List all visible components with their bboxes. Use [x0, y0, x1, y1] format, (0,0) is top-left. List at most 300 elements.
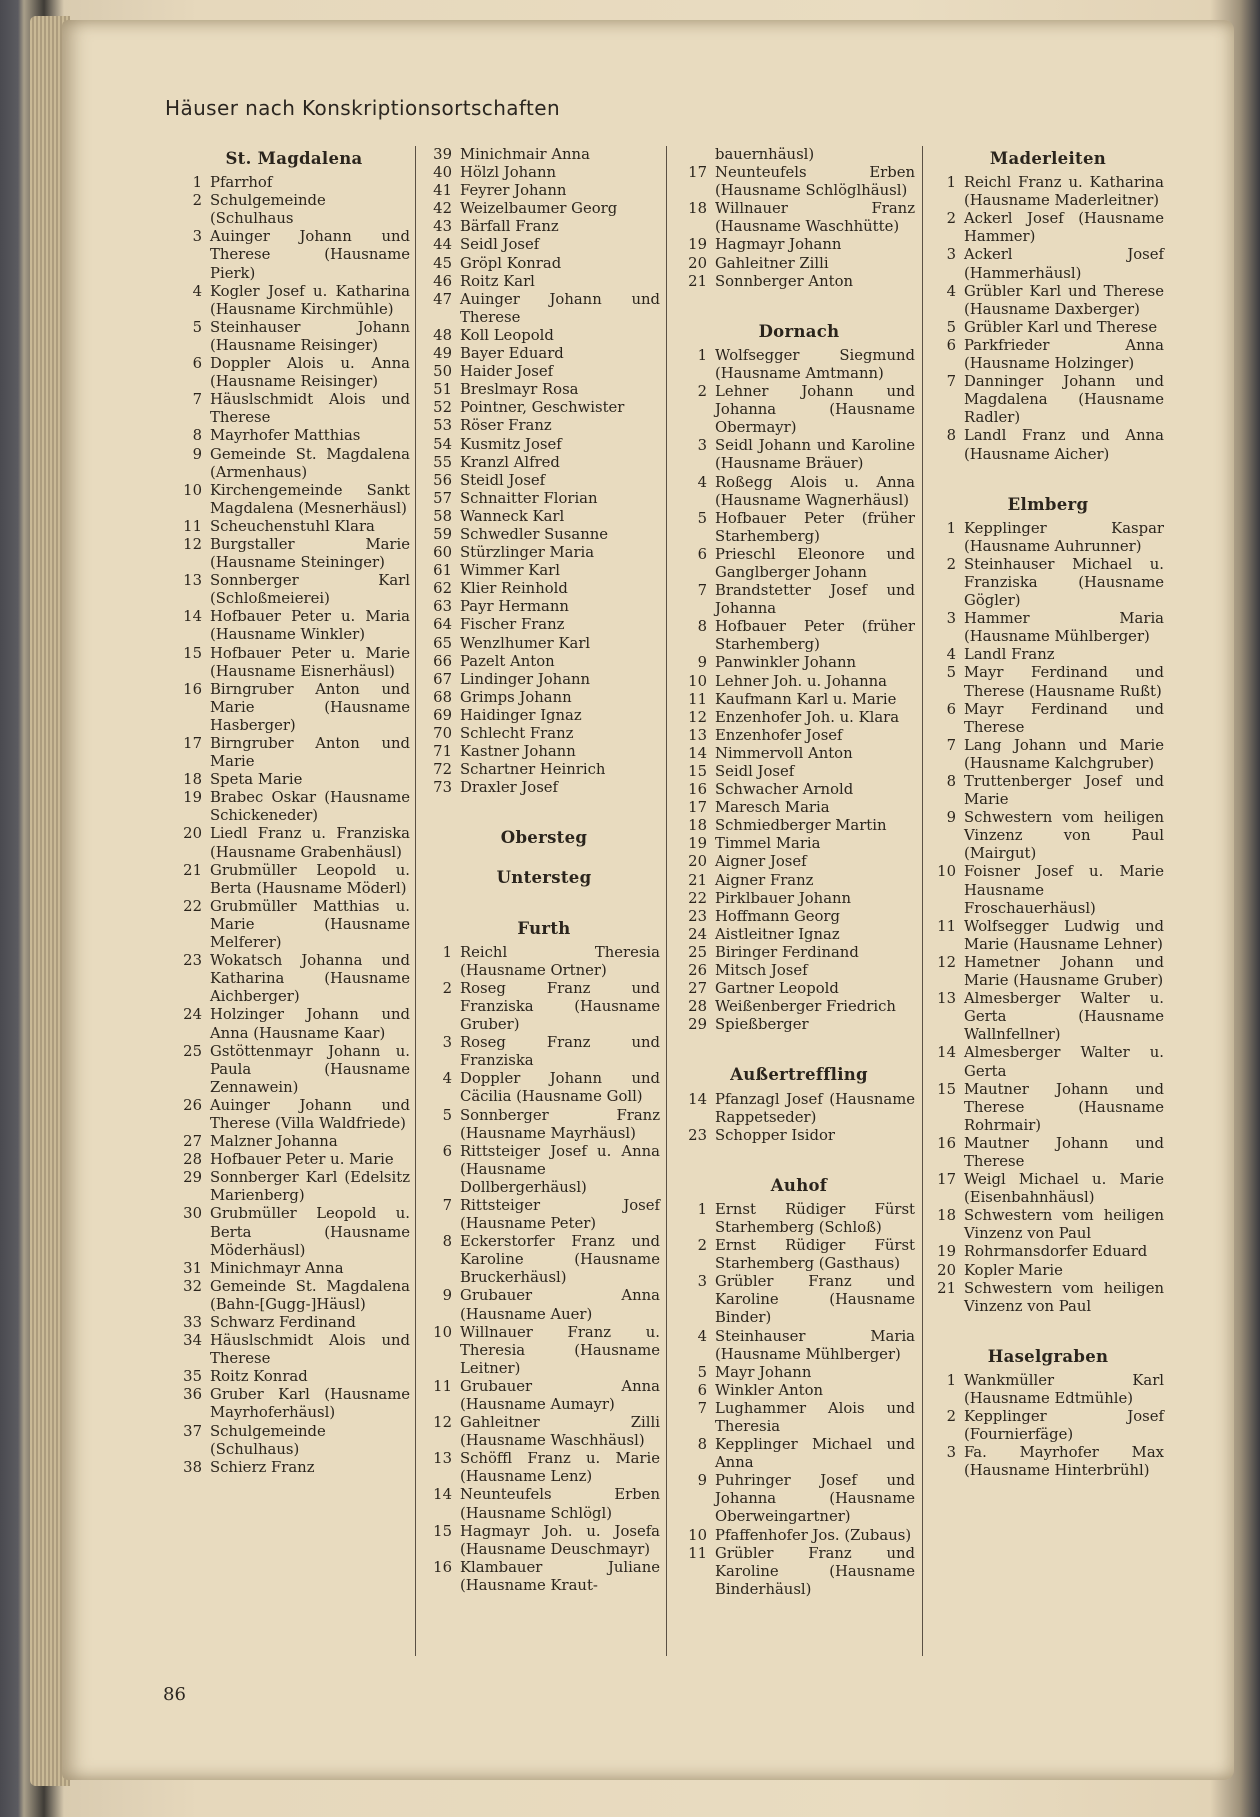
owner-text: Mayrhofer Matthias — [210, 427, 361, 445]
owner-text: Lang Johann und Marie (Hausname Kalchgruber) — [964, 736, 1164, 772]
house-entry — [932, 246, 1164, 282]
house-number: 11 — [937, 917, 956, 935]
house-number: 24 — [688, 925, 707, 943]
owner-text: Landl Franz und Anna (Hausname Aicher) — [964, 427, 1164, 463]
owner-text: Truttenberger Josef und Marie — [964, 773, 1164, 809]
column-rule — [666, 146, 667, 1656]
owner-text: Weigl Michael u. Marie (Eisenbahnhäusl) — [964, 1171, 1164, 1207]
house-number: 8 — [697, 1436, 707, 1454]
house-number: 18 — [937, 1207, 956, 1225]
house-number: 7 — [442, 1196, 452, 1214]
house-number: 6 — [442, 1142, 452, 1160]
house-number: 41 — [433, 182, 452, 200]
house-entry — [932, 809, 1164, 863]
house-number: 3 — [946, 1444, 956, 1462]
house-number: 28 — [183, 1151, 202, 1169]
owner-text: Willnauer Franz u. Theresia (Hausname Leitner) — [460, 1323, 660, 1377]
house-number: 11 — [433, 1377, 452, 1395]
house-entry — [683, 1016, 915, 1034]
house-entry — [178, 952, 410, 1006]
house-number: 64 — [433, 616, 452, 634]
house-number: 16 — [433, 1558, 452, 1576]
house-number: 37 — [183, 1422, 202, 1440]
house-number: 35 — [183, 1368, 202, 1386]
house-number: 17 — [937, 1171, 956, 1189]
house-number: 5 — [697, 1363, 707, 1381]
owner-text: Weißenberger Friedrich — [715, 998, 896, 1016]
house-entry — [932, 1372, 1164, 1408]
house-entry — [178, 771, 410, 789]
owner-text: Schwarz Ferdinand — [210, 1314, 356, 1331]
house-entry — [683, 1436, 915, 1472]
house-entry — [428, 508, 660, 526]
house-entry — [178, 645, 410, 681]
owner-text: Hofbauer Peter u. Maria (Hausname Winkler) — [210, 608, 410, 644]
house-entry — [932, 337, 1164, 373]
owner-text: Schopper Isidor — [715, 1126, 835, 1144]
house-number: 15 — [183, 644, 202, 662]
owner-text: Wenzlhumer Karl — [460, 634, 591, 652]
house-entry — [178, 427, 410, 445]
house-number: 14 — [433, 1486, 452, 1504]
owner-text: Schartner Heinrich — [460, 761, 606, 779]
owner-text: Kepplinger Michael und Anna — [715, 1436, 915, 1472]
owner-text: Doppler Johann und Cäcilia (Hausname Goll) — [460, 1070, 660, 1106]
house-entry — [178, 608, 410, 644]
house-entry — [428, 1107, 660, 1143]
column-1 — [178, 146, 410, 1477]
house-number: 15 — [688, 763, 707, 780]
house-number: 8 — [946, 773, 956, 790]
house-entry — [428, 1324, 660, 1378]
house-entry — [932, 610, 1164, 646]
house-entry — [683, 582, 915, 618]
house-number: 61 — [433, 562, 452, 580]
house-number: 23 — [688, 1126, 707, 1144]
house-number: 38 — [183, 1458, 202, 1476]
house-entry — [428, 725, 660, 743]
house-number: 12 — [688, 708, 707, 726]
house-entry — [428, 653, 660, 671]
house-number: 20 — [688, 853, 707, 871]
owner-text: Kusmitz Josef — [460, 435, 562, 453]
house-number: 5 — [946, 664, 956, 682]
place-heading: Obersteg — [500, 828, 588, 848]
owner-text: Maresch Maria — [715, 799, 830, 817]
house-entry — [428, 436, 660, 454]
house-entry — [932, 773, 1164, 809]
house-entry — [428, 598, 660, 616]
house-number: 55 — [433, 453, 452, 471]
house-entry — [683, 1364, 915, 1382]
owner-text: Parkfrieder Anna (Hausname Holzinger) — [964, 336, 1164, 373]
house-number: 2 — [946, 555, 956, 573]
owner-text: Wanneck Karl — [460, 507, 565, 525]
house-number: 6 — [192, 355, 202, 373]
owner-text: Neunteufels Erben (Hausname Schlögl) — [460, 1486, 660, 1522]
house-entry — [683, 146, 915, 164]
owner-text: Grübler Franz und Karoline (Hausname Binder) — [715, 1273, 915, 1327]
house-entry — [932, 283, 1164, 319]
house-number: 53 — [433, 417, 452, 435]
house-entry — [178, 1169, 410, 1205]
owner-text: Kirchengemeinde Sankt Magdalena (Mesnerhäusl) — [210, 481, 410, 517]
house-entry — [178, 1368, 410, 1386]
house-entry — [178, 1459, 410, 1477]
house-entry — [428, 164, 660, 182]
owner-text: Steinhauser Michael u. Franziska (Hausname Gögler) — [964, 555, 1164, 610]
owner-text: Wolfsegger Siegmund (Hausname Amtmann) — [715, 346, 915, 382]
house-number: 8 — [442, 1233, 452, 1251]
owner-text: Gahleitner Zilli — [715, 254, 829, 272]
house-number: 71 — [433, 743, 452, 761]
owner-text: Almesberger Walter u. Gerta (Hausname Wallnfellner) — [964, 990, 1164, 1044]
house-number: 3 — [192, 228, 202, 246]
house-number: 22 — [688, 889, 707, 907]
house-entry — [428, 255, 660, 273]
owner-text: Kopler Marie — [964, 1261, 1063, 1279]
house-number: 13 — [433, 1450, 452, 1468]
house-entry — [932, 556, 1164, 610]
house-number: 18 — [688, 200, 707, 218]
house-number: 29 — [183, 1169, 202, 1187]
house-number: 12 — [937, 953, 956, 971]
owner-text: Sonnberger Franz (Hausname Mayrhäusl) — [460, 1106, 660, 1142]
house-entry — [428, 580, 660, 598]
owner-text: Gstöttenmayr Johann u. Paula (Hausname Zennawein) — [210, 1042, 410, 1096]
owner-text: Eckerstorfer Franz und Karoline (Hausname Bruckerhäusl) — [460, 1233, 660, 1287]
page-number: 86 — [163, 1684, 186, 1705]
owner-text: Pirklbauer Johann — [715, 889, 852, 907]
house-entry — [428, 1197, 660, 1233]
house-number: 14 — [688, 1090, 707, 1108]
owner-text: Hofbauer Peter (früher Starhemberg) — [715, 509, 915, 545]
column-rule — [415, 146, 416, 1656]
house-entry — [428, 779, 660, 797]
house-entry — [178, 283, 410, 319]
house-entry — [428, 1378, 660, 1414]
owner-text: Kaufmann Karl u. Marie — [715, 690, 897, 708]
owner-text: Schwestern vom heiligen Vinzenz von Paul (Mairgut) — [964, 809, 1164, 863]
house-number: 17 — [688, 164, 707, 182]
owner-text: Häuslschmidt Alois und Therese — [210, 391, 410, 427]
house-entry — [178, 1386, 410, 1422]
house-number: 24 — [183, 1006, 202, 1024]
house-entry — [428, 182, 660, 200]
house-entry — [683, 853, 915, 871]
owner-text: Kastner Johann — [460, 743, 576, 761]
house-entry — [932, 427, 1164, 463]
owner-text: Hölzl Johann — [460, 164, 557, 182]
owner-text: Kogler Josef u. Katharina (Hausname Kirchmühle) — [210, 282, 410, 318]
owner-text: Haidinger Ignaz — [460, 706, 582, 724]
house-entry — [683, 273, 915, 291]
house-entry — [683, 236, 915, 254]
house-entry — [932, 1262, 1164, 1280]
owner-text: bauernhäusl) — [715, 146, 815, 163]
house-entry — [428, 291, 660, 327]
house-number: 27 — [688, 980, 707, 998]
house-number: 67 — [433, 670, 452, 688]
house-entry — [683, 835, 915, 853]
house-entry — [428, 689, 660, 707]
house-entry — [178, 228, 410, 282]
house-entry — [932, 664, 1164, 700]
house-number: 16 — [937, 1134, 956, 1152]
house-entry — [178, 1151, 410, 1169]
house-number: 51 — [433, 381, 452, 399]
house-entry — [428, 1034, 660, 1070]
house-number: 60 — [433, 544, 452, 562]
owner-text: Grubauer Anna (Hausname Auer) — [460, 1287, 660, 1323]
house-number: 42 — [433, 200, 452, 218]
place-heading: Dornach — [758, 321, 840, 341]
house-entry — [932, 174, 1164, 210]
house-entry — [428, 1414, 660, 1450]
house-number: 8 — [946, 427, 956, 445]
owner-text: Brabec Oskar (Hausname Schickeneder) — [210, 789, 410, 825]
house-number: 5 — [192, 318, 202, 336]
house-number: 26 — [688, 962, 707, 980]
house-number: 16 — [688, 781, 707, 799]
house-entry — [683, 1201, 915, 1237]
house-entry — [428, 1070, 660, 1106]
house-entry — [428, 146, 660, 164]
house-entry — [428, 616, 660, 634]
owner-text: Grubmüller Leopold u. Berta (Hausname Möderhäusl) — [210, 1205, 410, 1259]
house-number: 18 — [183, 771, 202, 789]
house-entry — [428, 363, 660, 381]
house-number: 7 — [697, 1399, 707, 1417]
house-entry — [932, 1171, 1164, 1207]
owner-text: Feyrer Johann — [460, 182, 567, 200]
house-number: 23 — [183, 952, 202, 970]
house-entry — [932, 863, 1164, 917]
house-number: 47 — [433, 290, 452, 308]
house-entry — [428, 1523, 660, 1559]
owner-text: Danninger Johann und Magdalena (Hausname Radler) — [964, 373, 1164, 427]
owner-text: Rittsteiger Josef (Hausname Peter) — [460, 1196, 660, 1233]
owner-text: Grubmüller Leopold u. Berta (Hausname Möderl) — [210, 861, 410, 897]
place-heading: Furth — [517, 918, 571, 938]
owner-text: Steidl Josef — [460, 471, 546, 489]
house-entry — [932, 1408, 1164, 1444]
house-entry — [178, 319, 410, 355]
owner-text: Schöffl Franz u. Marie (Hausname Lenz) — [460, 1450, 660, 1486]
house-number: 20 — [937, 1261, 956, 1279]
house-entry — [178, 355, 410, 391]
house-entry — [683, 799, 915, 817]
house-entry — [428, 671, 660, 689]
owner-text: Panwinkler Johann — [715, 654, 857, 672]
house-entry — [683, 1273, 915, 1327]
house-entry — [683, 1400, 915, 1436]
house-entry — [683, 1328, 915, 1364]
house-number: 2 — [946, 1408, 956, 1426]
house-number: 13 — [688, 726, 707, 744]
owner-text: Kepplinger Kaspar (Hausname Auhrunner) — [964, 519, 1164, 555]
house-number: 7 — [946, 736, 956, 754]
house-entry — [428, 944, 660, 980]
column-2 — [428, 146, 660, 1595]
place-heading: Elmberg — [1007, 494, 1089, 514]
house-entry — [932, 373, 1164, 427]
owner-text: Schierz Franz — [210, 1458, 315, 1476]
house-entry — [683, 890, 915, 908]
house-number: 21 — [688, 272, 707, 290]
owner-text: Gemeinde St. Magdalena (Bahn-[Gugg-]Häusl) — [210, 1277, 410, 1313]
house-entry — [683, 781, 915, 799]
house-entry — [683, 1091, 915, 1127]
owner-text: Wolfsegger Ludwig und Marie (Hausname Lehner) — [964, 917, 1164, 953]
house-number: 13 — [183, 572, 202, 590]
house-number: 65 — [433, 634, 452, 652]
house-number: 32 — [183, 1277, 202, 1295]
house-entry — [428, 200, 660, 218]
house-entry — [178, 1133, 410, 1151]
house-entry — [178, 1043, 410, 1097]
owner-text: Roitz Karl — [460, 272, 535, 290]
house-entry — [683, 745, 915, 763]
house-entry — [178, 681, 410, 735]
house-number: 25 — [688, 943, 707, 961]
house-number: 10 — [937, 863, 956, 881]
house-entry — [683, 1472, 915, 1526]
house-entry — [178, 1205, 410, 1259]
house-number: 31 — [183, 1259, 202, 1277]
house-entry — [428, 1287, 660, 1323]
house-entry — [683, 546, 915, 582]
owner-text: Steinhauser Johann (Hausname Reisinger) — [210, 318, 410, 354]
owner-text: Pointner, Geschwister — [460, 399, 625, 417]
place-heading: Auhof — [770, 1175, 828, 1195]
owner-text: Schwestern vom heiligen Vinzenz von Paul — [964, 1279, 1164, 1315]
house-entry — [683, 510, 915, 546]
owner-text: Hofbauer Peter u. Marie (Hausname Eisnerhäusl) — [210, 644, 410, 680]
house-entry — [932, 1081, 1164, 1135]
owner-text: Hagmayr Johann — [715, 236, 842, 254]
owner-text: Roseg Franz und Franziska (Hausname Gruber) — [460, 979, 660, 1034]
owner-text: Mitsch Josef — [715, 962, 808, 980]
owner-text: Fa. Mayrhofer Max (Hausname Hinterbrühl) — [964, 1444, 1164, 1480]
house-number: 29 — [688, 1016, 707, 1034]
house-number: 5 — [697, 509, 707, 527]
owner-text: Hofbauer Peter (früher Starhemberg) — [715, 618, 915, 654]
house-number: 9 — [697, 1472, 707, 1490]
owner-text: Draxler Josef — [460, 779, 559, 797]
house-entry — [428, 635, 660, 653]
owner-text: Schwestern vom heiligen Vinzenz von Paul — [964, 1207, 1164, 1243]
house-entry — [178, 536, 410, 572]
house-number: 46 — [433, 272, 452, 290]
owner-text: Gröpl Konrad — [460, 254, 562, 272]
house-number: 21 — [183, 861, 202, 879]
house-number: 5 — [946, 318, 956, 336]
house-entry — [683, 437, 915, 473]
house-number: 66 — [433, 652, 452, 670]
house-entry — [932, 918, 1164, 954]
house-entry — [428, 381, 660, 399]
house-number: 34 — [183, 1332, 202, 1350]
house-entry — [428, 761, 660, 779]
house-number: 14 — [937, 1044, 956, 1062]
house-number: 52 — [433, 399, 452, 417]
owner-text: Grübler Franz und Karoline (Hausname Binderhäusl) — [715, 1544, 915, 1598]
house-entry — [683, 872, 915, 890]
house-entry — [178, 391, 410, 427]
owner-text: Neunteufels Erben (Hausname Schlöglhäusl) — [715, 164, 915, 200]
owner-text: Klier Reinhold — [460, 580, 568, 598]
place-heading: Untersteg — [496, 868, 592, 888]
house-entry — [683, 763, 915, 781]
house-number: 48 — [433, 326, 452, 344]
house-number: 4 — [946, 282, 956, 300]
house-number: 9 — [946, 809, 956, 827]
house-number: 10 — [688, 672, 707, 690]
house-entry — [428, 345, 660, 363]
house-entry — [932, 990, 1164, 1044]
owner-text: Minichmayr Anna — [210, 1259, 344, 1277]
house-number: 39 — [433, 146, 452, 163]
owner-text: Mayr Ferdinand und Therese (Hausname Rußt) — [964, 664, 1164, 700]
owner-text: Brandstetter Josef und Johanna — [715, 582, 915, 618]
house-number: 10 — [688, 1526, 707, 1544]
owner-text: Pazelt Anton — [460, 652, 555, 670]
owner-text: Pfaffenhofer Jos. (Zubaus) — [715, 1526, 912, 1544]
owner-text: Gruber Karl (Hausname Mayrhoferhäusl) — [210, 1386, 410, 1422]
house-number: 58 — [433, 507, 452, 525]
house-entry — [932, 737, 1164, 773]
owner-text: Wokatsch Johanna und Katharina (Hausname Aichberger) — [210, 952, 410, 1006]
owner-text: Schulgemeinde (Schulhaus) — [210, 1422, 326, 1458]
owner-text: Lindinger Johann — [460, 670, 591, 688]
house-entry — [428, 544, 660, 562]
owner-text: Stürzlinger Maria — [460, 544, 595, 562]
owner-text: Häuslschmidt Alois und Therese — [210, 1332, 410, 1368]
house-number: 12 — [433, 1414, 452, 1432]
house-entry — [683, 1545, 915, 1599]
house-number: 2 — [946, 210, 956, 228]
owner-text: Mayr Johann — [715, 1363, 812, 1381]
house-number: 1 — [442, 943, 452, 961]
house-number: 27 — [183, 1133, 202, 1151]
column-4 — [932, 146, 1164, 1480]
owner-text: Sonnberger Karl (Edelsitz Marienberg) — [210, 1169, 410, 1205]
house-number: 4 — [442, 1070, 452, 1088]
house-entry — [932, 1044, 1164, 1080]
house-number: 30 — [183, 1205, 202, 1223]
house-entry — [683, 709, 915, 727]
house-number: 22 — [183, 897, 202, 915]
house-number: 3 — [946, 246, 956, 264]
owner-text: Lehner Joh. u. Johanna — [715, 672, 887, 690]
owner-text: Enzenhofer Joh. u. Klara — [715, 708, 900, 726]
house-entry — [428, 490, 660, 508]
owner-text: Rittsteiger Josef u. Anna (Hausname Dollbergerhäusl) — [460, 1142, 660, 1196]
house-entry — [178, 789, 410, 825]
house-number: 16 — [183, 680, 202, 698]
house-number: 10 — [433, 1323, 452, 1341]
house-entry — [932, 701, 1164, 737]
house-entry — [178, 446, 410, 482]
column-rule — [922, 146, 923, 1656]
house-number: 8 — [192, 427, 202, 445]
house-entry — [428, 218, 660, 236]
owner-text: Grubauer Anna (Hausname Aumayr) — [460, 1377, 660, 1413]
owner-text: Auinger Johann und Therese (Hausname Pierk) — [210, 228, 410, 282]
house-number: 3 — [946, 610, 956, 628]
house-entry — [428, 1559, 660, 1595]
